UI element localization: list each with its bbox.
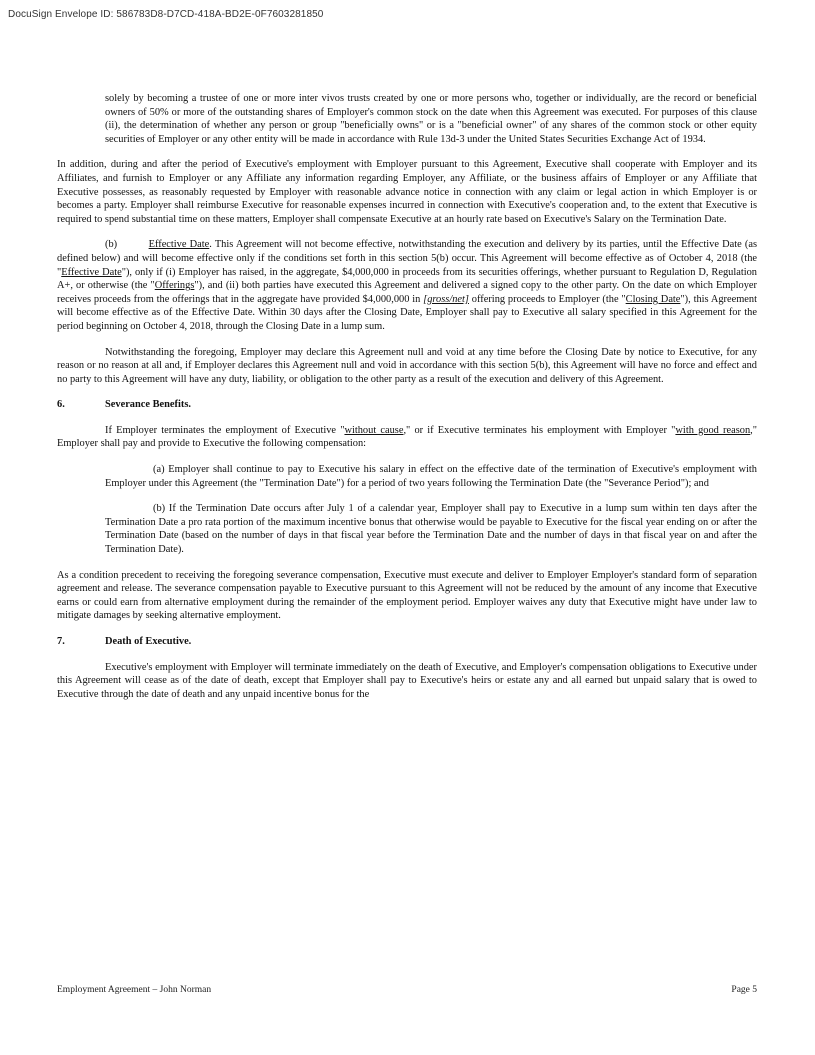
paragraph-6-text-1: If Employer terminates the employment of Executive " [105,424,345,436]
paragraph-5b-text-2: "), only if (i) Employer has raised, in the aggregate, $4,000,000 in proceeds from its securities offerings, whether pursuant to Regulation D, Regulation A+, or otherwise (the " [57,266,757,292]
term-effective-date: Effective Date [61,266,122,278]
section-6-title: Severance Benefits. [105,399,191,411]
paragraph-5b-label: (b) [105,239,118,251]
paragraph-6a: (a) Employer shall continue to pay to Executive his salary in effect on the effective date of the termination of Executive's employment with Employer under this Agreement (the "Termination Date") for a period of two years following the Termination Date (the "Severance Period"); and [105,464,757,489]
paragraph-5b-text-1: . This Agreement will not become effective, notwithstanding the execution and delivery by its parties, until the Effective Date (as defined below) and will become effective only if the conditions set forth in this section 5(b) occur. This Agreement will become effective as of October 4, 2018 (the " [57,239,757,278]
term-with-good-reason: with good reason [675,424,751,436]
paragraph-notwithstanding: Notwithstanding the foregoing, Employer may declare this Agreement null and void at any time before the Closing Date by notice to Executive, for any reason or no reason at all and, if Employer declares this Agreement null and void in accordance with this section 5(b), this Agreement will have no force and effect and no party to this Agreement will have any duty, liability, or obligation to the other party as a result of the execution and delivery of this Agreement. [57,346,757,385]
term-gross-net: [gross/net] [423,293,469,305]
paragraph-6-intro [57,424,757,451]
paragraph-5b-text-4: offering proceeds to Employer (the " [468,293,626,305]
paragraph-5b [57,238,757,333]
section-7-number: 7. [57,636,65,647]
paragraph-6b: (b) If the Termination Date occurs after July 1 of a calendar year, Employer shall pay to Executive in a lump sum within ten days after the Termination Date a pro rata portion of the maximum incentive bonus that otherwise would be payable to Executive for the fiscal year ending on or after the Termination Date (based on the number of days in that fiscal year before the Termination Date and the number of days in that fiscal year on and after the Termination Date). [105,503,757,556]
section-6-heading [57,398,757,412]
term-offerings: Offerings [154,280,195,292]
paragraph-condition-precedent: As a condition precedent to receiving the foregoing severance compensation, Executive must execute and deliver to Employer Employer's standard form of separation agreement and release. The severance compensation payable to Executive pursuant to this Agreement will not be reduced by the amount of any income that Executive earns or could earn from alternative employment during the remainder of the employment period. Employer waives any duty that Executive might have under law to mitigate damages by seeking alternative employment. [57,569,757,622]
footer-page-number: Page 5 [731,985,757,995]
paragraph-continuation: solely by becoming a trustee of one or more inter vivos trusts created by one or more persons who, together or individually, are the record or beneficial owners of 50% or more of the outstanding shares of Employer's common stock on the date when this Agreement was executed. For purposes of this clause (ii), the determination of whether any person or group "beneficially owns" or is a "beneficial owner" of any shares of the common stock or other equity securities of Employer or any other entity will be made in accordance with Rule 13d-3 under the United States Securities Exchange Act of 1934. [105,93,757,145]
paragraph-6-text-2: ," or if Executive terminates his employment with Employer " [403,424,676,436]
term-closing-date: Closing Date [625,293,681,305]
section-6-number: 6. [57,399,65,411]
term-without-cause: without cause [344,424,404,436]
paragraph-5b-text-3: "), and (ii) both parties have executed this Agreement and delivered a signed copy to the other party. On the date on which Employer receives proceeds from the offerings that in the aggregate have provided $4,000,000 in [57,280,757,305]
paragraph-5b-text-5: "), this Agreement will become effective as of the Effective Date. Within 30 days after the Closing Date, Employer shall pay to Executive all salary specified in this Agreement for the period beginning on October 4, 2018, through the Closing Date in a lump sum. [57,293,758,332]
footer-document-title: Employment Agreement – John Norman [57,985,212,995]
document-page [57,92,757,713]
effective-date-heading: Effective Date [148,239,210,251]
paragraph-cooperation: In addition, during and after the period of Executive's employment with Employer pursuant to this Agreement, Executive shall cooperate with Employer and its Affiliates, and furnish to Employer or any Affiliate any information regarding Employer, any Affiliate, or the business affairs of Employer or any Affiliate that Executive possesses, as reasonably requested by Employer with reasonable advance notice in connection with any claim or legal action in which Employer is or becomes a party. Employer shall reimburse Executive for reasonable expenses incurred in connection with Executive's cooperation and, to the extent that Executive is required to spend substantial time on these matters, Employer shall compensate Executive at an hourly rate based on Executive's Salary on the Termination Date. [57,159,757,225]
section-7-heading [57,635,757,649]
section-7-title: Death of Executive. [105,636,192,647]
paragraph-7: Executive's employment with Employer will terminate immediately on the death of Executive, and Employer's compensation obligations to Executive under this Agreement will cease as of the date of death, except that Employer shall pay to Executive's heirs or estate any and all earned but unpaid salary that is owed to Executive through the date of death and any unpaid incentive bonus for the [57,661,757,700]
paragraph-6-text-3: ," Employer shall pay and provide to Executive the following compensation: [57,424,757,450]
envelope-id: DocuSign Envelope ID: 586783D8-D7CD-418A-BD2E-0F7603281850 [8,9,324,20]
page-footer [57,985,757,995]
